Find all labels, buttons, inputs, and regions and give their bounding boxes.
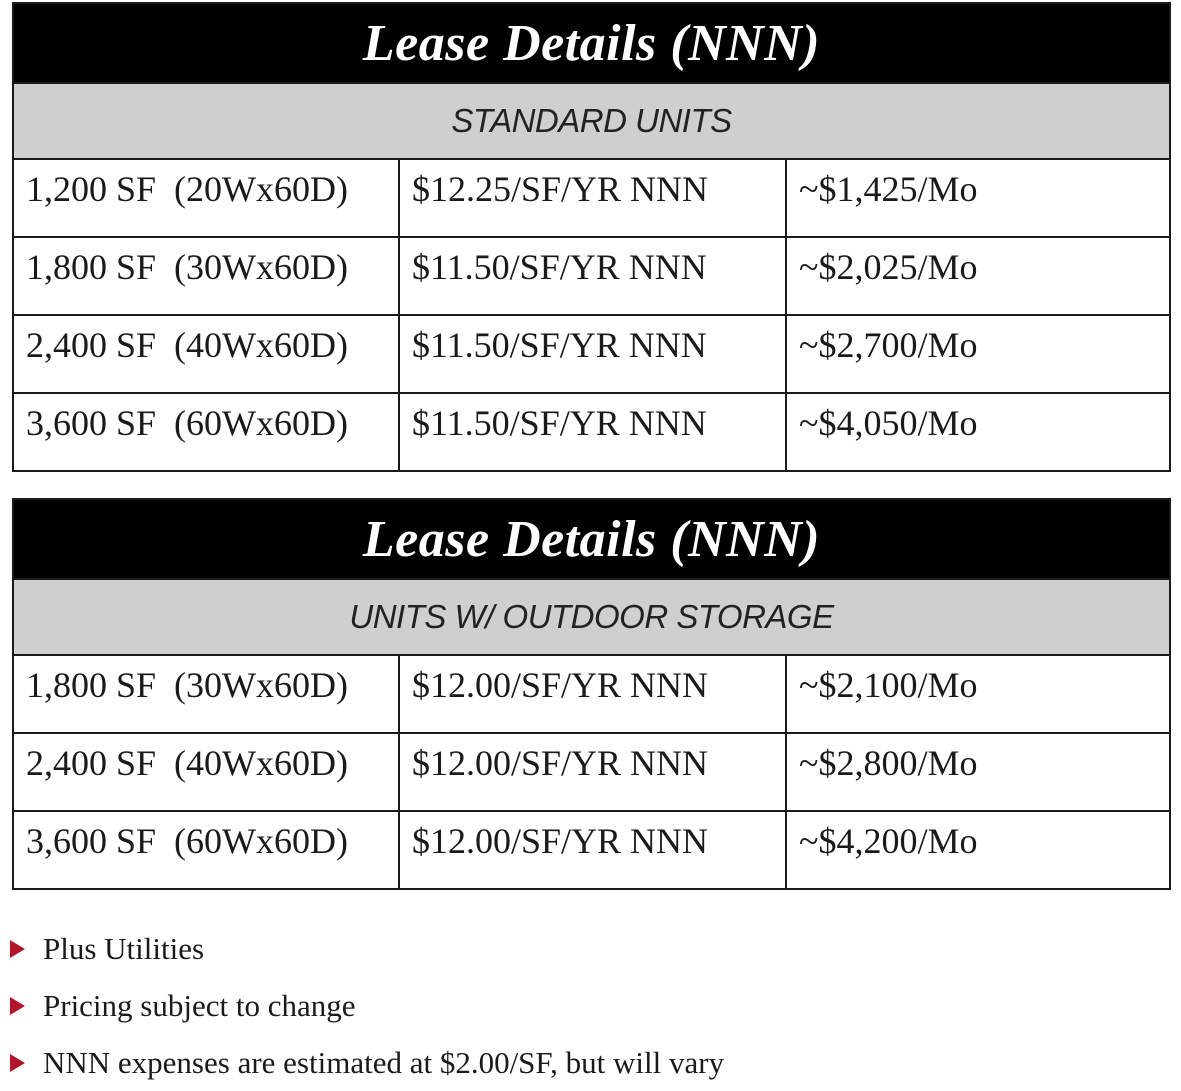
- rate-cell: $11.50/SF/YR NNN: [400, 238, 787, 314]
- table-title: Lease Details (NNN): [14, 4, 1169, 84]
- red-triangle-bullet-icon: [10, 997, 25, 1015]
- unit-size-cell: 3,600 SF (60Wx60D): [14, 394, 400, 470]
- monthly-cost-cell: ~$1,425/Mo: [799, 169, 978, 209]
- table-row: [14, 394, 1169, 470]
- unit-size-cell: 2,400 SF (40Wx60D): [14, 734, 400, 810]
- rate-cell: $11.50/SF/YR NNN: [400, 316, 787, 392]
- rate-cell: $11.50/SF/YR NNN: [400, 394, 787, 470]
- monthly-cost-cell: ~$2,100/Mo: [799, 665, 978, 705]
- table-row: [14, 160, 1169, 238]
- lease-table-standard-units: [12, 2, 1171, 472]
- note-text: NNN expenses are estimated at $2.00/SF, but will vary: [43, 1044, 725, 1080]
- unit-size-cell: 1,800 SF (30Wx60D): [14, 238, 400, 314]
- note-text: Plus Utilities: [43, 930, 205, 966]
- list-item: [10, 977, 1110, 1034]
- red-triangle-bullet-icon: [10, 1054, 25, 1072]
- monthly-cost-cell: ~$4,200/Mo: [799, 821, 978, 861]
- list-item: [10, 1034, 1110, 1091]
- rate-cell: $12.00/SF/YR NNN: [400, 734, 787, 810]
- rate-cell: $12.00/SF/YR NNN: [400, 812, 787, 888]
- table-row: [14, 316, 1169, 394]
- unit-size-cell: 1,800 SF (30Wx60D): [14, 656, 400, 732]
- unit-size-cell: 2,400 SF (40Wx60D): [14, 316, 400, 392]
- unit-size-cell: 3,600 SF (60Wx60D): [14, 812, 400, 888]
- table-row: [14, 812, 1169, 888]
- unit-size-cell: 1,200 SF (20Wx60D): [14, 160, 400, 236]
- table-row: [14, 238, 1169, 316]
- monthly-cost-cell: ~$4,050/Mo: [799, 403, 978, 443]
- monthly-cost-cell: ~$2,700/Mo: [799, 325, 978, 365]
- lease-table-outdoor-storage-units: [12, 498, 1171, 890]
- list-item: [10, 920, 1110, 977]
- monthly-cost-cell: ~$2,800/Mo: [799, 743, 978, 783]
- rate-cell: $12.25/SF/YR NNN: [400, 160, 787, 236]
- note-text: Pricing subject to change: [43, 987, 356, 1023]
- table-row: [14, 656, 1169, 734]
- table-row: [14, 734, 1169, 812]
- table-subtitle: STANDARD UNITS: [14, 84, 1169, 160]
- table-title: Lease Details (NNN): [14, 500, 1169, 580]
- monthly-cost-cell: ~$2,025/Mo: [799, 247, 978, 287]
- table-subtitle: UNITS W/ OUTDOOR STORAGE: [14, 580, 1169, 656]
- notes-list: [10, 920, 1110, 1091]
- red-triangle-bullet-icon: [10, 940, 25, 958]
- rate-cell: $12.00/SF/YR NNN: [400, 656, 787, 732]
